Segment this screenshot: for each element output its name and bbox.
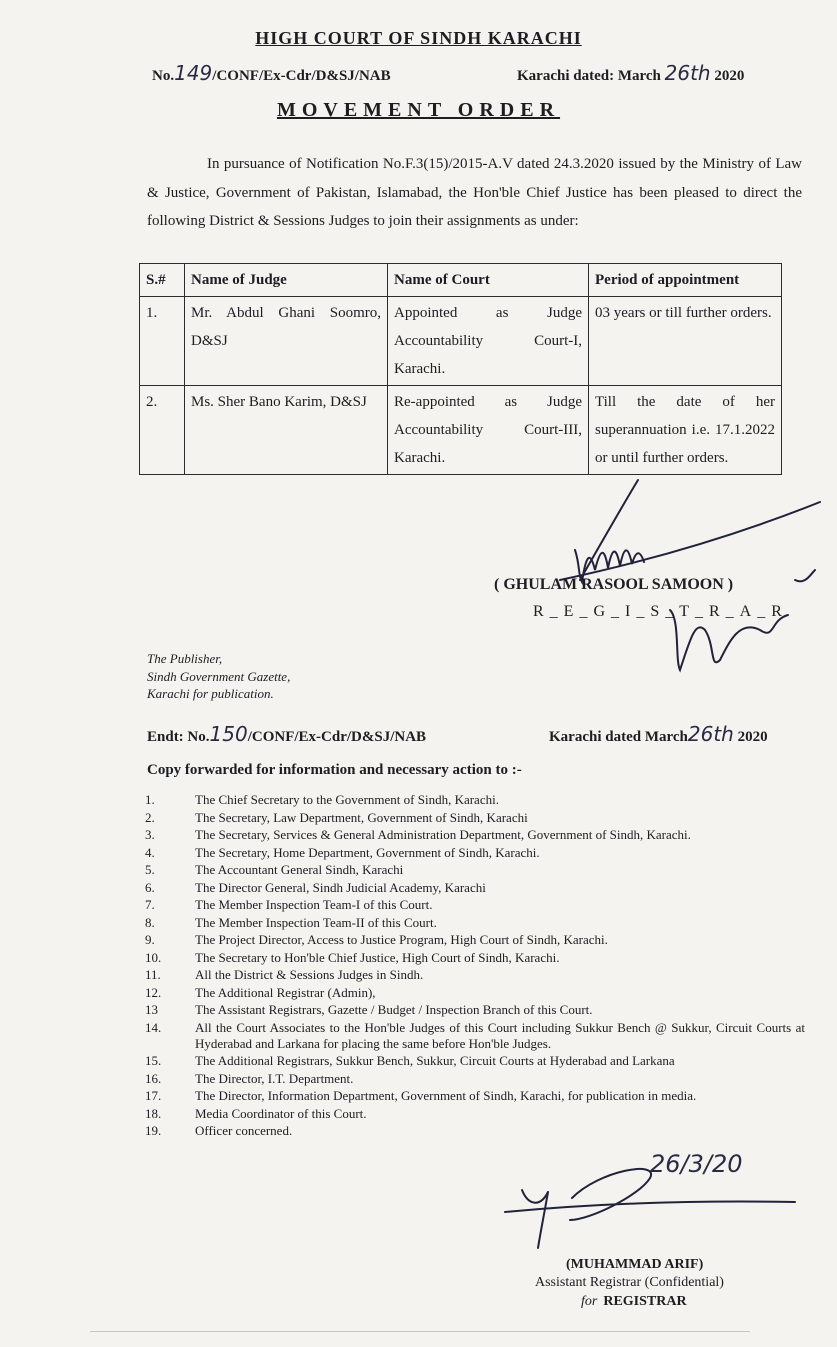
order-date [517, 61, 744, 85]
reference-number [152, 61, 391, 85]
list-item-number: 14. [145, 1019, 162, 1035]
endorsement-date-year: 2020 [737, 729, 768, 745]
list-item-number: 18. [145, 1105, 162, 1121]
list-item-text: The Secretary, Services & General Administration Department, Government of Sindh, Karachi. [195, 827, 691, 842]
cell-judge: Ms. Sher Bano Karim, D&SJ [185, 386, 388, 475]
list-item-number: 4. [145, 844, 155, 860]
list-item [145, 1088, 805, 1104]
list-item-number: 2. [145, 809, 155, 825]
assistant-registrar-signature [500, 1160, 800, 1255]
table-row [140, 297, 782, 386]
list-item-number: 16. [145, 1070, 162, 1086]
column-header-judge: Name of Judge [185, 264, 388, 297]
list-item-text: The Additional Registrar (Admin), [195, 984, 376, 1000]
publisher-line: Sindh Government Gazette, [147, 668, 291, 684]
column-header-serial: S.# [140, 264, 185, 297]
assistant-registrar-name: (MUHAMMAD ARIF) [566, 1257, 704, 1272]
publisher-line: Karachi for publication. [147, 686, 274, 701]
list-item-number: 1. [145, 792, 155, 807]
list-item-number: 17. [145, 1088, 162, 1103]
cell-serial: 2. [140, 386, 185, 475]
list-item-text: The Additional Registrars, Sukkur Bench, Sukkur, Circuit Courts at Hyderabad and Larkana [195, 1053, 675, 1068]
appointments-table [139, 263, 782, 475]
document-title: MOVEMENT ORDER [276, 99, 561, 121]
order-date-prefix: Karachi dated: March [517, 68, 661, 84]
cell-court: Appointed as Judge Accountability Court-I, Karachi. [388, 297, 589, 386]
list-item [145, 897, 805, 913]
list-item-text: The Secretary to Hon'ble Chief Justice, High Court of Sindh, Karachi. [195, 949, 560, 965]
list-item [145, 950, 805, 966]
publisher-line: The Publisher, [147, 651, 223, 666]
list-item-text: The Assistant Registrars, Gazette / Budget / Inspection Branch of this Court. [195, 1002, 593, 1017]
for-registrar-line [581, 1294, 687, 1310]
for-whom: REGISTRAR [603, 1294, 687, 1309]
copy-forwarded-heading: Copy forwarded for information and necessary action to :- [147, 762, 522, 778]
endorsement-date [549, 722, 768, 746]
for-word: for [581, 1294, 598, 1309]
list-item-number: 10. [145, 949, 162, 965]
cell-court: Re-appointed as Judge Accountability Court-III, Karachi. [388, 386, 589, 475]
list-item-number: 8. [145, 914, 155, 930]
copy-recipient-list [145, 792, 805, 1141]
list-item-text: The Accountant General Sindh, Karachi [195, 862, 404, 877]
reference-prefix: No. [152, 68, 175, 84]
list-item-text: All the District & Sessions Judges in Sindh. [195, 967, 424, 982]
list-item-number: 9. [145, 932, 155, 947]
list-item [145, 827, 805, 843]
list-item-text: All the Court Associates to the Hon'ble Judges of this Court including Sukkur Bench @ Sukkur, Circuit Courts at Hyderabad and Larkana for placing the same before Hon'ble Judges. [195, 1019, 805, 1051]
list-item-text: Media Coordinator of this Court. [195, 1105, 367, 1121]
list-item [145, 792, 805, 808]
list-item-text: The Director, I.T. Department. [195, 1070, 354, 1086]
endorsement-handwritten-number: 150 [209, 722, 248, 746]
list-item-text: The Director, Information Department, Government of Sindh, Karachi, for publication in media. [195, 1088, 697, 1103]
endorsement-suffix: /CONF/Ex-Cdr/D&SJ/NAB [247, 729, 427, 745]
assistant-registrar-title: Assistant Registrar (Confidential) [535, 1275, 724, 1290]
cell-period: Till the date of her superannuation i.e. 17.1.2022 or until further orders. [589, 386, 782, 475]
cell-serial: 1. [140, 297, 185, 386]
list-item [145, 845, 805, 861]
table-header-row [140, 264, 782, 297]
list-item-text: The Director General, Sindh Judicial Academy, Karachi [195, 879, 486, 895]
list-item-number: 7. [145, 897, 155, 912]
registrar-title: R_E_G_I_S_T_R_A_R [533, 603, 788, 620]
table-row [140, 386, 782, 475]
list-item-text: The Member Inspection Team-I of this Court. [195, 897, 433, 912]
list-item-number: 13 [145, 1002, 158, 1017]
column-header-court: Name of Court [388, 264, 589, 297]
order-date-year: 2020 [714, 68, 745, 84]
column-header-period: Period of appointment [589, 264, 782, 297]
list-item-text: The Member Inspection Team-II of this Court. [195, 914, 437, 930]
list-item-number: 19. [145, 1123, 162, 1138]
intro-paragraph: In pursuance of Notification No.F.3(15)/2015-A.V dated 24.3.2020 issued by the Ministry of Law & Justice, Government of Pakistan, Islamabad, the Hon'ble Chief Justice has been pleased to direct the following District & Sessions Judges to join their assignments as under: [147, 156, 802, 229]
cell-period: 03 years or till further orders. [589, 297, 782, 386]
list-item [145, 880, 805, 896]
list-item [145, 810, 805, 826]
list-item [145, 1071, 805, 1087]
list-item [145, 862, 805, 878]
endorsement-date-prefix: Karachi dated March [549, 729, 688, 745]
list-item-number: 5. [145, 862, 155, 877]
list-item-number: 3. [145, 827, 155, 842]
list-item-text: The Project Director, Access to Justice Program, High Court of Sindh, Karachi. [195, 932, 608, 947]
list-item-text: The Secretary, Law Department, Government of Sindh, Karachi [195, 809, 528, 825]
list-item [145, 915, 805, 931]
endorsement-number [147, 722, 426, 746]
list-item-number: 6. [145, 879, 155, 895]
endorsement-prefix: Endt: No. [147, 729, 210, 745]
registrar-name: ( GHULAM RASOOL SAMOON ) [494, 576, 734, 593]
list-item [145, 932, 805, 948]
list-item-number: 11. [145, 967, 161, 982]
cell-judge: Mr. Abdul Ghani Soomro, D&SJ [185, 297, 388, 386]
reference-handwritten-number: 149 [174, 61, 213, 85]
bottom-edge-line [90, 1331, 750, 1332]
list-item-text: The Secretary, Home Department, Government of Sindh, Karachi. [195, 844, 540, 860]
list-item-number: 15. [145, 1053, 162, 1068]
list-item [145, 1053, 805, 1069]
list-item [145, 1002, 805, 1018]
list-item [145, 1020, 805, 1052]
court-title: HIGH COURT OF SINDH KARACHI [255, 28, 582, 48]
list-item [145, 967, 805, 983]
list-item-text: The Chief Secretary to the Government of Sindh, Karachi. [195, 792, 499, 807]
list-item [145, 1106, 805, 1122]
reference-suffix: /CONF/Ex-Cdr/D&SJ/NAB [212, 68, 391, 84]
order-date-handwritten-day: 26th [664, 61, 711, 85]
handwritten-signature-date: 26/3/20 [650, 1150, 743, 1178]
publisher-address [147, 650, 290, 703]
list-item-text: Officer concerned. [195, 1123, 293, 1138]
list-item-number: 12. [145, 984, 162, 1000]
list-item [145, 1123, 805, 1139]
endorsement-handwritten-day: 26th [687, 722, 734, 746]
list-item [145, 985, 805, 1001]
